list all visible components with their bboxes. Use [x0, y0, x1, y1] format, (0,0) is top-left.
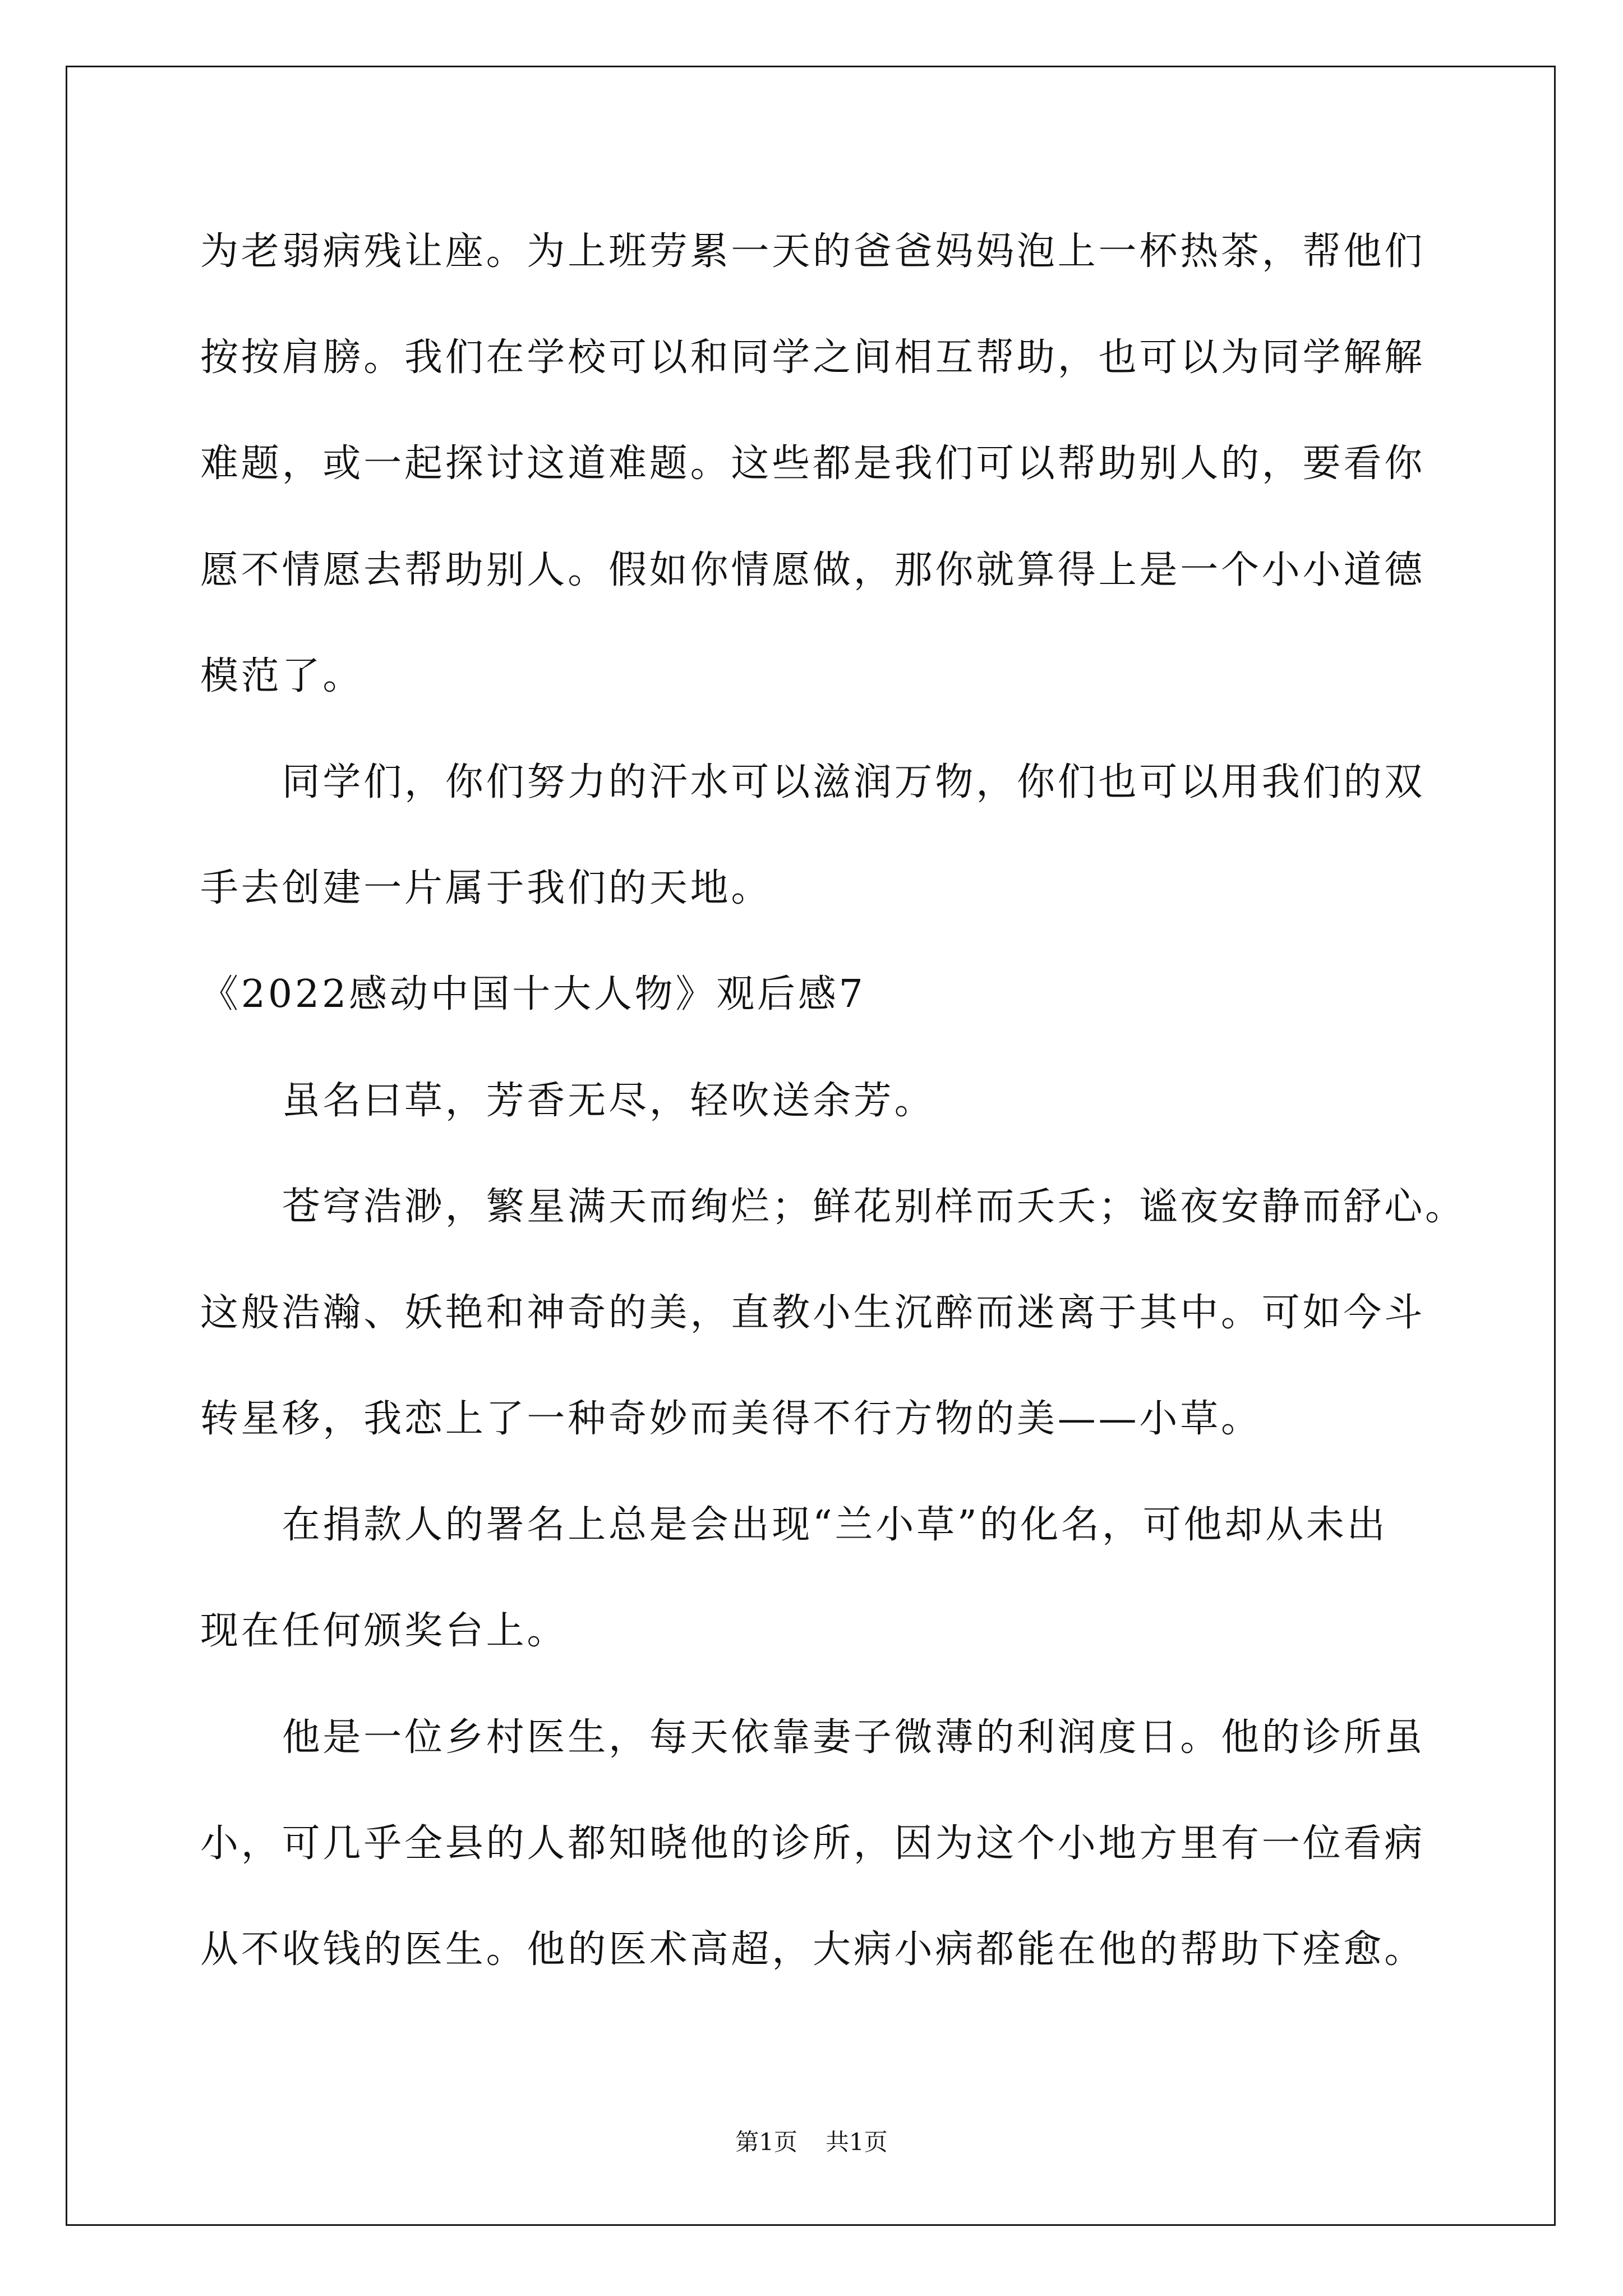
current-page-label: 第1页 — [735, 2128, 797, 2156]
text-line: 现在任何颁奖台上。 — [200, 1609, 568, 1654]
text-line: 苍穹浩渺，繁星满天而绚烂；鲜花别样而夭夭；谧夜安静而舒心。 — [282, 1184, 1466, 1229]
text-line: 在捐款人的署名上总是会出现“兰小草”的化名，可他却从未出 — [282, 1503, 1388, 1548]
text-line: 模范了。 — [200, 654, 364, 698]
text-line: 手去创建一片属于我们的天地。 — [200, 866, 772, 911]
text-line: 小，可几乎全县的人都知晓他的诊所，因为这个小地方里有一位看病 — [200, 1821, 1426, 1866]
text-line: 为老弱病残让座。为上班劳累一天的爸爸妈妈泡上一杯热茶，帮他们 — [200, 229, 1426, 274]
section-title: 《2022感动中国十大人物》观后感7 — [200, 972, 866, 1017]
text-line: 虽名曰草，芳香无尽，轻吹送余芳。 — [282, 1078, 935, 1123]
text-line: 难题，或一起探讨这道难题。这些都是我们可以帮助别人的，要看你 — [200, 441, 1426, 486]
text-line: 从不收钱的医生。他的医术高超，大病小病都能在他的帮助下痊愈。 — [200, 1927, 1426, 1972]
text-line: 这般浩瀚、妖艳和神奇的美，直教小生沉醉而迷离于其中。可如今斗 — [200, 1290, 1426, 1335]
total-pages-label: 共1页 — [826, 2128, 888, 2156]
text-line: 他是一位乡村医生，每天依靠妻子微薄的利润度日。他的诊所虽 — [282, 1715, 1425, 1760]
text-line: 同学们，你们努力的汗水可以滋润万物，你们也可以用我们的双 — [282, 760, 1425, 804]
text-line: 按按肩膀。我们在学校可以和同学之间相互帮助，也可以为同学解解 — [200, 335, 1426, 380]
text-line: 愿不情愿去帮助别人。假如你情愿做，那你就算得上是一个小小道德 — [200, 547, 1426, 592]
page-footer — [0, 2128, 1623, 2156]
text-line: 转星移，我恋上了一种奇妙而美得不行方物的美——小草。 — [200, 1397, 1262, 1442]
document-body — [200, 199, 1535, 2003]
